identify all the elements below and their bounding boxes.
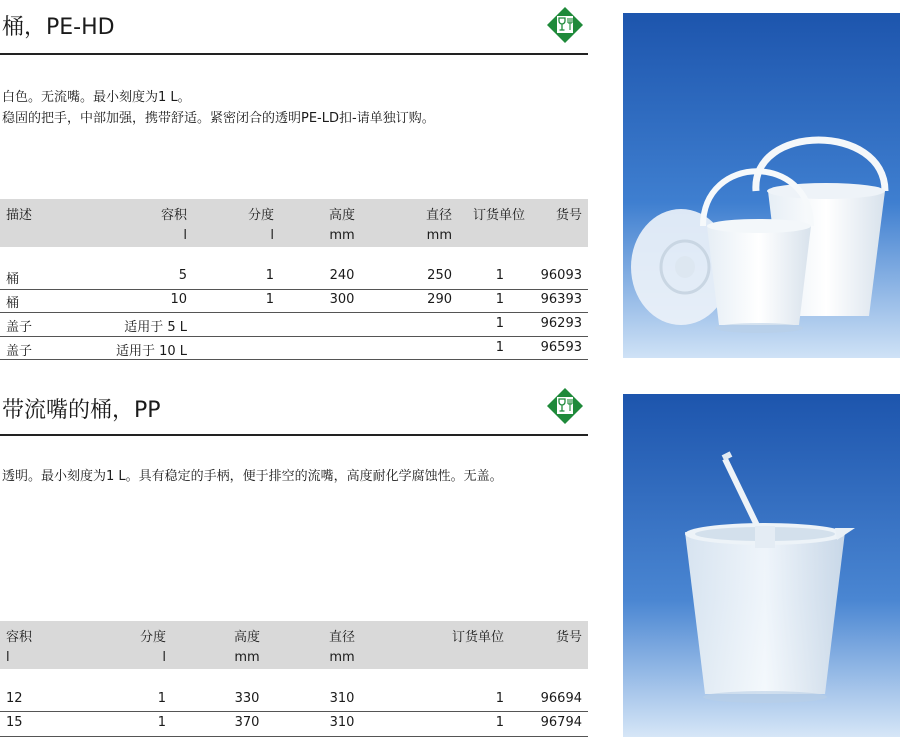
s1-col-height: 高度 (328, 208, 355, 223)
s1-r4-order-unit: 1 (495, 340, 504, 355)
s2-r1-volume: 12 (6, 691, 23, 706)
section1-desc-line-2: 稳固的把手，中部加强，携带舒适。紧密闭合的透明PE-LD扣-请单独订购。 (2, 111, 435, 126)
s2-col-volume: 容积 (6, 630, 33, 645)
s1-col-order-unit: 订货单位 (472, 208, 525, 223)
s2-unit-volume: l (6, 650, 10, 665)
section2-description (2, 466, 503, 487)
row-divider (0, 711, 588, 712)
s1-col-diameter: 直径 (425, 208, 452, 223)
s1-r1-cat-no: 96093 (540, 268, 582, 283)
s1-r3-cat-no: 96293 (540, 316, 582, 331)
s1-unit-graduation: l (270, 228, 274, 243)
s1-unit-diameter: mm (426, 228, 452, 243)
s1-col-cat-no: 货号 (555, 208, 582, 223)
s2-r1-height: 330 (234, 691, 260, 706)
s2-r1-diameter: 310 (329, 691, 355, 706)
s2-r2-cat-no: 96794 (540, 715, 582, 730)
food-safe-badge-icon (546, 6, 584, 44)
s1-r2-order-unit: 1 (495, 292, 504, 307)
s2-r2-order-unit: 1 (495, 715, 504, 730)
row-divider (0, 359, 588, 360)
s1-r4-desc: 盖子 (6, 344, 33, 359)
s1-r1-volume: 5 (178, 268, 187, 283)
row-divider (0, 312, 588, 313)
s1-r1-height: 240 (329, 268, 355, 283)
s1-r1-graduation: 1 (265, 268, 274, 283)
s1-col-graduation: 分度 (247, 208, 274, 223)
section2-desc-line-1: 透明。最小刻度为1 L。具有稳定的手柄，便于排空的流嘴，高度耐化学腐蚀性。无盖。 (2, 469, 503, 484)
s2-r1-graduation: 1 (157, 691, 166, 706)
s2-r1-order-unit: 1 (495, 691, 504, 706)
s1-r1-diameter: 250 (427, 268, 452, 283)
s1-r2-volume: 10 (170, 292, 187, 307)
s2-r2-volume: 15 (6, 715, 23, 730)
s1-r4-volume: 适用于 10 L (115, 344, 187, 359)
s2-unit-diameter: mm (329, 650, 355, 665)
product-photo-bucket-with-spout (623, 394, 900, 737)
s2-col-height: 高度 (233, 630, 260, 645)
s1-r1-order-unit: 1 (495, 268, 504, 283)
s1-col-volume: 容积 (160, 208, 187, 223)
s2-r2-graduation: 1 (157, 715, 166, 730)
s1-r2-graduation: 1 (265, 292, 274, 307)
s1-r2-cat-no: 96393 (540, 292, 582, 307)
s1-r2-diameter: 290 (427, 292, 452, 307)
s1-r3-volume: 适用于 5 L (124, 320, 187, 335)
s1-r1-desc: 桶 (6, 272, 20, 287)
product-photo-bucket-with-lid (623, 13, 900, 358)
s2-r2-height: 370 (234, 715, 260, 730)
s2-unit-height: mm (234, 650, 260, 665)
section1-description (2, 87, 435, 129)
section1-desc-line-1: 白色。无流嘴。最小刻度为1 L。 (2, 90, 191, 105)
row-divider (0, 736, 588, 737)
s2-r2-diameter: 310 (329, 715, 355, 730)
section1-title: 桶，PE-HD (2, 15, 115, 40)
s2-col-diameter: 直径 (328, 630, 355, 645)
s1-r2-height: 300 (329, 292, 355, 307)
s2-unit-graduation: l (162, 650, 166, 665)
s2-r1-cat-no: 96694 (540, 691, 582, 706)
s1-unit-height: mm (329, 228, 355, 243)
section2-rule (0, 434, 588, 436)
section2-title: 带流嘴的桶，PP (2, 398, 161, 423)
s1-r3-order-unit: 1 (495, 316, 504, 331)
s2-col-graduation: 分度 (139, 630, 166, 645)
s1-r3-desc: 盖子 (6, 320, 33, 335)
s1-unit-volume: l (183, 228, 187, 243)
s2-col-cat-no: 货号 (555, 630, 582, 645)
section1-rule (0, 53, 588, 55)
s2-col-order-unit: 订货单位 (451, 630, 504, 645)
row-divider (0, 336, 588, 337)
s1-col-desc: 描述 (6, 208, 33, 223)
s1-r2-desc: 桶 (6, 296, 20, 311)
s1-r4-cat-no: 96593 (540, 340, 582, 355)
food-safe-badge-icon (546, 387, 584, 425)
row-divider (0, 289, 588, 290)
